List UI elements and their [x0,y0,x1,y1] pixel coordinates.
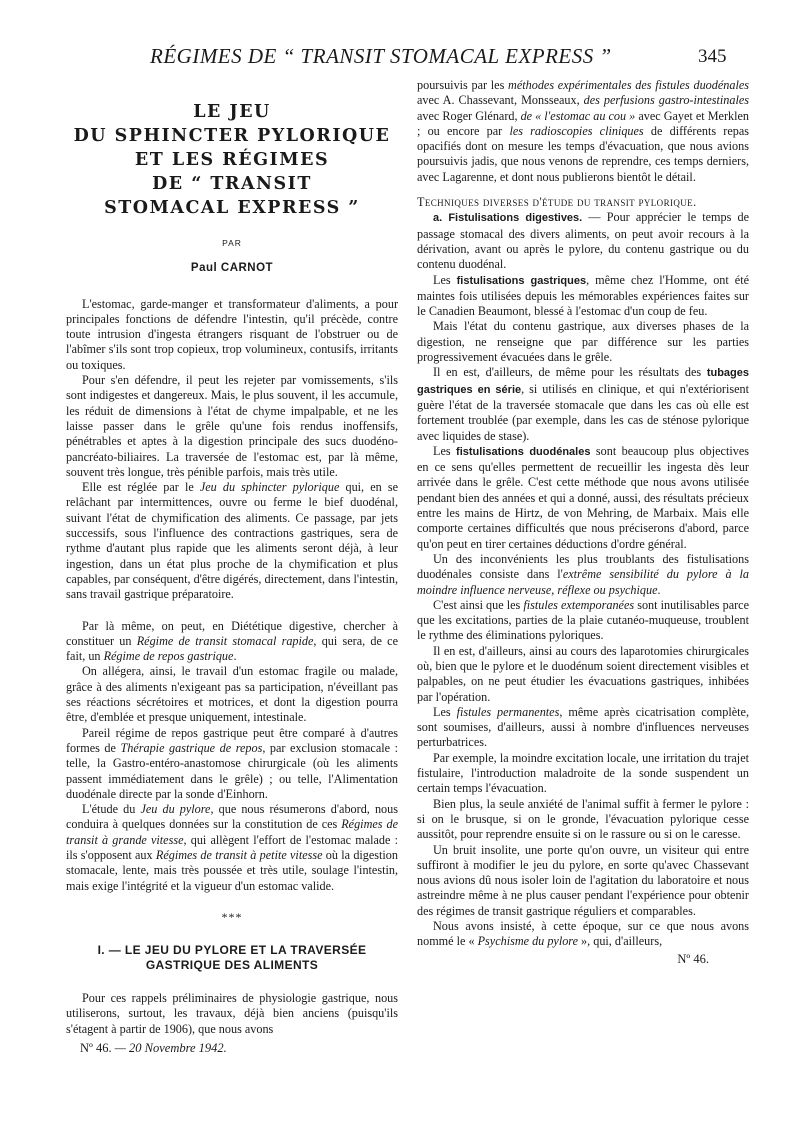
paragraph: Un bruit insolite, une porte qu'on ouvre, un visiteur qui entre suffiront à modifier le jeu du pylore, en sorte qu'avec Chassevant nous avions dû nous isoler loin de l'agitation du laboratoire et nous astreindre même à ne plus causer pendant l'expérience pour obtenir des régimes de transit gastrique réguliers et comparables. [417,842,749,918]
title-line: DU SPHINCTER PYLORIQUE [73,126,391,146]
paragraph: Il en est, d'ailleurs, ainsi au cours des laparotomies chirurgicales où, bien que le pylore et le duodénum soient directement visibles et palpables, on ne peut étudier les évacuations gastriques, inhibées par l'opération. [417,643,749,704]
article-title [66,100,398,220]
paragraph: Elle est réglée par le Jeu du sphincter pylorique qui, en se relâchant par intermittences, ouvre ou ferme le bief duodénal, suivant l'état de chymification des aliments. Ce passage, par jets successifs, sous l'influence des contractions gastriques, sera de rythme d'autant plus rapide que les aliments seront déjà, à leur ingestion, dans un état plus proche de la chymification et plus capables, par conséquent, d'être digérés, directement, dans l'intestin, sans travail gastrique préparatoire. [66,480,398,602]
section-heading [66,943,398,973]
paragraph: a. Fistulisations digestives. — Pour apprécier le temps de passage stomacal des divers aliments, on peut avoir recours à la dérivation, avant ou après le pylore, du contenu gastrique ou du contenu duodénal. [417,210,750,272]
paragraph: poursuivis par les méthodes expérimentales des fistules duodénales avec A. Chassevant, Monsseaux, des perfusions gastro-intestinales avec Roger Glénard, de « l'estomac au cou » avec Gayet et Merklen ; ou encore par les radioscopies cliniques de différents repas opacifiés dont on mesure les temps d'évacuation, que nous avions poursuivis jadis, que nous venons de reprendre, ces temps derniers, avec Lagarenne, et dont nous publierons bientôt le détail. [417,78,750,184]
paragraph: On allégera, ainsi, le travail d'un estomac fragile ou malade, grâce à des aliments n'exigeant pas sa participation, n'éveillant pas ses réactions sécrétoires et motrices, et dont la digestion pourra être, d'emblée et presque uniquement, intestinale. [66,664,398,725]
paragraph: Par exemple, la moindre excitation locale, une irritation du trajet fistulaire, l'introduction maladroite de la sonde suspendent un certain temps l'évacuation. [417,750,749,796]
paragraph: C'est ainsi que les fistules extemporanées sont inutilisables parce que les excitations, parties de la plaie cutanéo-muqueuse, troublent le rythme des éliminations pyloriques. [417,597,749,643]
running-title: RÉGIMES DE “ TRANSIT STOMACAL EXPRESS ” [150,44,612,68]
title-line: STOMACAL EXPRESS ” [104,198,360,218]
paragraph: Bien plus, la seule anxiété de l'animal suffit à fermer le pylore : si on le brusque, si on le gronde, l'évacuation pylorique cesse aussitôt, pour reprendre ensuite si on le rassure ou si on le caresse. [417,796,749,842]
paragraph: Pareil régime de repos gastrique peut être comparé à d'autres formes de Thérapie gastrique de repos, par exclusion stomacale : telle, la Gastro-entéro-anastomose chirurgicale (où les aliments passent immédiatement dans le grêle) ; ou telle, l'Alimentation duodénale directe par la sonde d'Einhorn. [66,725,398,801]
running-head [0,44,800,70]
byline-par: PAR [222,238,242,248]
paragraph: L'estomac, garde-manger et transformateur d'aliments, a pour principales fonctions de défendre l'intestin, qu'il précède, contre toute intrusion d'ingesta étrangers risquant de l'obstruer ou de l'abîmer s'ils sont trop copieux, trop volumineux, contusifs, irritants ou toxiques. [66,296,398,372]
paragraph: Pour ces rappels préliminaires de physiologie gastrique, nous utiliserons, surtout, les travaux, déjà bien anciens (puisqu'ils s'étagent à partir de 1906), que nous avons [66,991,398,1036]
paragraph: L'étude du Jeu du pylore, que nous résumerons d'abord, nous conduira à quelques données sur la constitution de ces Régimes de transit à grande vitesse, qui allègent l'effort de l'estomac malade : ils s'opposent aux Régimes de transit à petite vitesse où la digestion stomacale, lente, mais très poussée et très utile, soulage l'intestin, mais exige l'intégrité et la vigueur d'un estomac valide. [66,802,398,893]
left-column [66,78,398,1056]
paragraph: Les fistulisations duodénales sont beaucoup plus objectives en ce sens qu'elles permettent de recueillir les ingesta dès leur arrivée dans le grêle. C'est cette méthode que nous avons utilisée pendant bien des années et qui a donné, aussi, des résultats précieux entre les mains de Hirtz, de von Mehring, de Marbaix. Mais elle comporte certaines difficultés que nous préciserons d'abord, parce qu'on peut en tirer certaines déductions d'ordre général. [417,443,749,551]
right-column [417,78,749,967]
author-name: Paul CARNOT [190,262,274,275]
paragraph: Les fistulisations gastriques, même chez l'Homme, ont été maintes fois utilisées depuis les mémorables expériences faites sur le Canadien Beaumont, blessé à l'estomac d'un coup de feu. [417,272,749,319]
paragraph: Mais l'état du contenu gastrique, aux diverses phases de la digestion, ne renseigne que par différence sur les parties progressivement évacuées dans le grêle. [417,319,749,365]
title-line: ET LES RÉGIMES [134,150,330,170]
paragraph: Pour s'en défendre, il peut les rejeter par vomissements, s'ils sont indigestes et dangereux. Mais, le plus souvent, il les accumule, les réduit de dimensions à l'état de chyme impalpable, et ne les laisse passer dans le grêle qu'une fois rendus inoffensifs, pénétrables et aptes à la digestion principale des sucs duodéno-pancréato-biliaires. La traversée de l'estomac est, par là même, souvent très longue, très pénible parfois, mais très utile. [66,373,398,479]
paragraph: Les fistules permanentes, même après cicatrisation complète, sont soumises, d'ailleurs, aussi à nombre d'influences nerveuses perturbatrices. [417,704,749,750]
title-line: DE “ TRANSIT [152,174,312,194]
issue-footer-left: Nº 46. — 20 Novembre 1942. [80,1041,227,1056]
title-line: LE JEU [193,102,271,122]
paragraph: Par là même, on peut, en Diététique digestive, chercher à constituer un Régime de transit stomacal rapide, qui sera, de ce fait, un Régime de repos gastrique. [66,618,398,664]
section-divider-stars: *** [221,909,243,924]
paragraph: Nous avons insisté, à cette époque, sur ce que nous avons nommé le « Psychisme du pylore », qui, d'ailleurs, [417,919,749,949]
section-heading-line: I. — LE JEU DU PYLORE ET LA TRAVERSÉE [97,943,367,958]
issue-footer-right: Nº 46. [677,951,709,966]
page-number: 345 [698,46,727,67]
paragraph: Un des inconvénients les plus troublants des fistulisations duodénales consiste dans l'extrême sensibilité du pylore à la moindre influence nerveuse, réflexe ou psychique. [417,551,749,597]
paragraph: Il en est, d'ailleurs, de même pour les résultats des tubages gastriques en série, si utilisés en clinique, et qui n'extériorisent guère l'état de la traversée stomacale que dans les cas où elle est fortement troublée (par exemple, dans les cas de sténose pylorique avec liquides de stase). [417,365,749,443]
section-heading-line: GASTRIQUE DES ALIMENTS [145,958,319,973]
subsection-heading: Techniques diverses d'étude du transit pylorique. [417,195,697,210]
